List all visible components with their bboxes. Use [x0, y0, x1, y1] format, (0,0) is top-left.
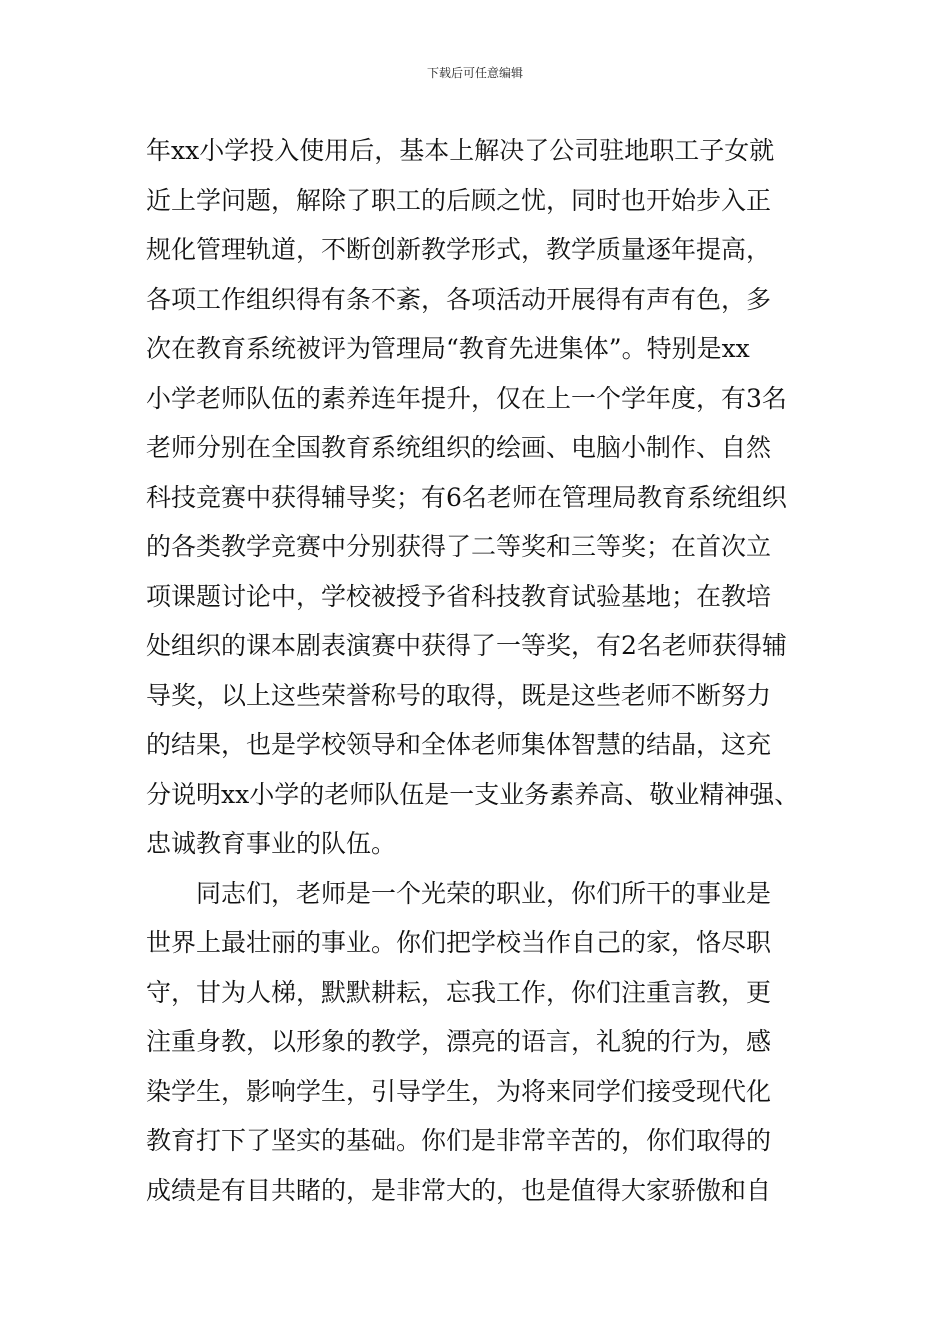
text-line: 忠诚教育事业的队伍。	[146, 829, 397, 858]
text-line: 成绩是有目共睹的，是非常大的，也是值得大家骄傲和自	[146, 1175, 772, 1205]
text-line: 守，甘为人梯，默默耕耘，忘我工作，你们注重言教，更	[146, 977, 772, 1007]
text-line: 规化管理轨道，不断创新教学形式，教学质量逐年提高，	[146, 235, 772, 264]
text-line: 老师分别在全国教育系统组织的绘画、电脑小制作、自然	[146, 433, 772, 462]
text-line: 近上学问题，解除了职工的后顾之忧，同时也开始步入正	[146, 185, 772, 215]
text-line: 分说明xx小学的老师队伍是一支业务素养高、敬业精神强、	[146, 779, 800, 809]
text-line: 注重身教，以形象的教学，漂亮的语言，礼貌的行为，感	[146, 1027, 772, 1056]
text-line: 同志们，老师是一个光荣的职业，你们所干的事业是	[196, 878, 772, 908]
document-body	[146, 126, 816, 1215]
text-line: 年xx小学投入使用后，基本上解决了公司驻地职工子女就	[146, 136, 775, 165]
text-line: 世界上最壮丽的事业。你们把学校当作自己的家，恪尽职	[146, 928, 772, 957]
text-line: 教育打下了坚实的基础。你们是非常辛苦的，你们取得的	[146, 1126, 772, 1155]
text-line: 的结果，也是学校领导和全体老师集体智慧的结晶，这充	[146, 730, 772, 759]
text-line: 处组织的课本剧表演赛中获得了一等奖，有2名老师获得辅	[146, 631, 787, 660]
text-line: 各项工作组织得有条不紊，各项活动开展得有声有色，多	[146, 284, 772, 314]
paragraph-2	[146, 869, 816, 1216]
text-line: 次在教育系统被评为管理局“教育先进集体”。特别是xx	[146, 334, 750, 363]
text-line: 科技竞赛中获得辅导奖；有6名老师在管理局教育系统组织	[146, 482, 787, 512]
text-line: 的各类教学竞赛中分别获得了二等奖和三等奖；在首次立	[146, 532, 772, 561]
text-line: 染学生，影响学生，引导学生，为将来同学们接受现代化	[146, 1076, 772, 1106]
text-line: 项课题讨论中，学校被授予省科技教育试验基地；在教培	[146, 581, 772, 611]
text-line: 小学老师队伍的素养连年提升，仅在上一个学年度，有3名	[146, 383, 787, 413]
paragraph-1	[146, 126, 816, 869]
page-header: 下载后可任意编辑	[426, 66, 523, 80]
text-line: 导奖，以上这些荣誉称号的取得，既是这些老师不断努力	[146, 680, 772, 710]
